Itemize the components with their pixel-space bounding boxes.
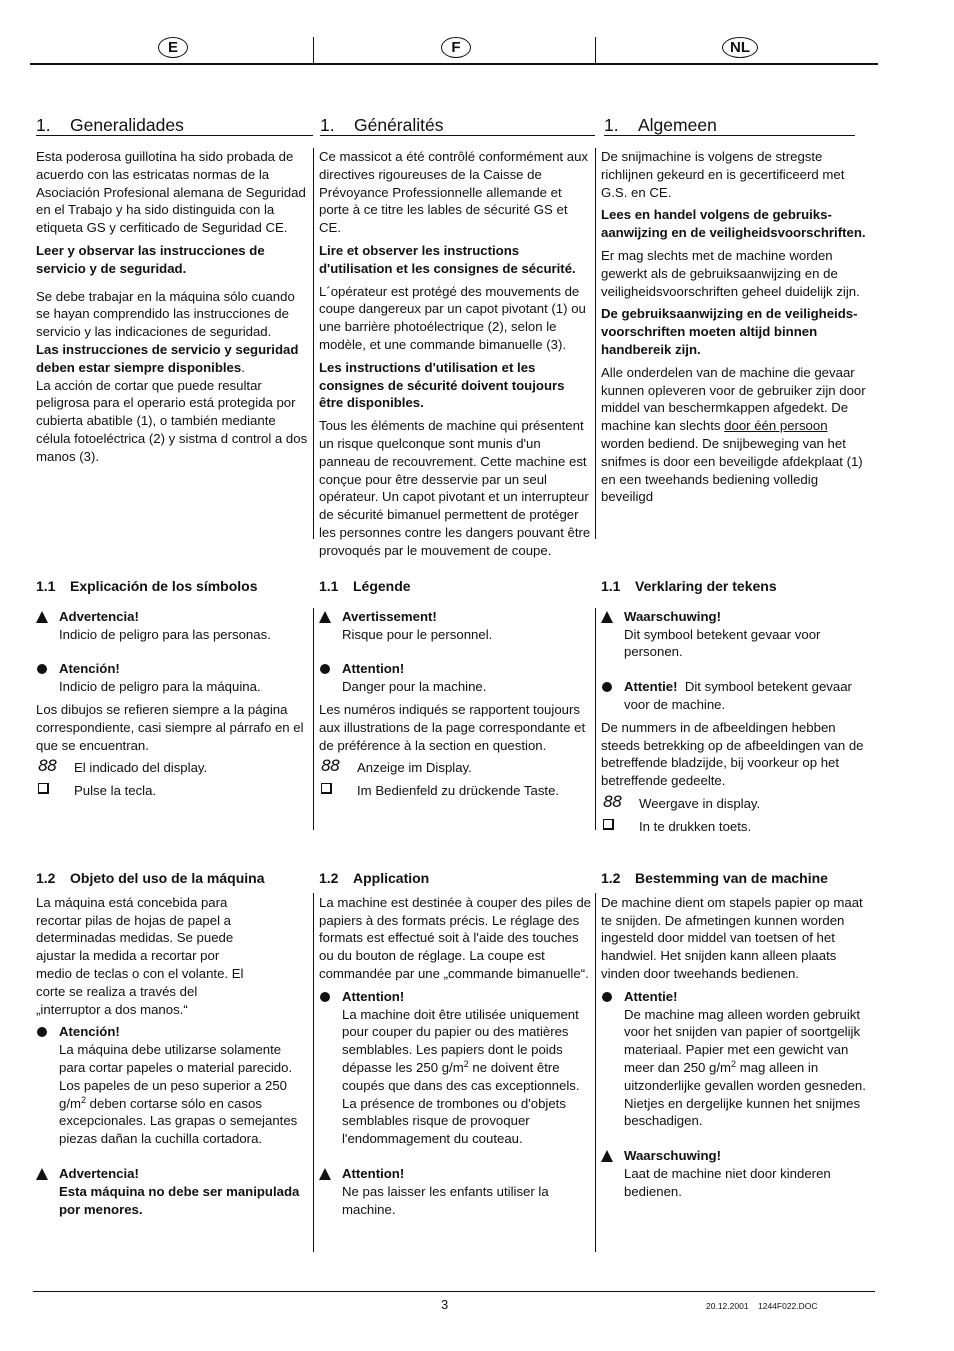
paragraph-bold: De gebruiksaanwijzing en de veiligheids-voorschriften moeten altijd binnen handbereik zijn. <box>601 306 858 357</box>
paragraph-bold: Leer y observar las instrucciones de servicio y de seguridad. <box>36 242 265 276</box>
paragraph: Er mag slechts met de machine worden gewerkt als de gebruiksaanwijzing en de veiligheidsvoorschriften geheel duidelijk zijn. <box>601 247 860 299</box>
attention-text: De machine mag alleen worden gebruikt voor het snijden van papier of soortgelijk materiaal. Papier met een gewicht van meer dan 250 $g/m^2$ mag alleen in uitzonderlijke gevallen worden gesneden. Nietjes en dergelijke kunnen het snijmes beschadigen. <box>624 1006 866 1129</box>
display-entry: 88 El indicado del display. <box>38 756 208 776</box>
section-heading: 1.2 Application <box>319 870 430 886</box>
paragraph: La máquina está concebida para recortar pilas de hojas de papel a determinadas medidas. Se puede ajustar la medida a recortar por medio de teclas o con el volante. El corte se realiza a través del „interruptor a dos manos.“ <box>36 894 244 1017</box>
key-entry: Im Bedienfeld zu drückende Taste. <box>319 782 591 800</box>
paragraph: La acción de cortar que puede resultar peligrosa para el operario está protegida por cubierta abatible (1), o también mediante célula fotoeléctrica (2) y sistma d control a dos manos (3). <box>36 377 308 464</box>
key-icon <box>38 783 49 794</box>
warning-entry: Avertissement! <box>319 608 591 626</box>
warning-entry: Waarschuwing! <box>601 1147 873 1165</box>
footer-rule <box>33 1291 875 1292</box>
header-divider-1 <box>313 37 314 64</box>
warning-entry: Attention! <box>319 1165 591 1183</box>
heading-nl-algemeen: 1. Algemeen <box>604 115 855 136</box>
section-heading: 1.1 Explicación de los símbolos <box>36 578 258 594</box>
lang-badge-nl: NL <box>722 37 758 58</box>
es-use-section <box>36 870 308 1223</box>
warning-triangle-icon <box>601 611 613 623</box>
paragraph: L´opérateur est protégé des mouvements de coupe dangereux par un capot pivotant (1) ou une barrière photoélectrique (2), selon le modèle, et une commande bimanuelle (3). <box>319 283 586 352</box>
column-divider-2a <box>595 148 596 539</box>
section-heading: 1.2 Bestemming van de machine <box>601 870 828 886</box>
attention-entry: Attentie! Dit symbool betekent gevaar <box>601 678 873 696</box>
paragraph: Se debe trabajar en la máquina sólo cuando se hayan comprendido las instrucciones de servicio y las indicaciones de seguridad. <box>36 288 295 340</box>
warning-triangle-icon <box>36 611 48 623</box>
attention-text: La máquina debe utilizarse solamente para cortar papeles o material parecido. Los papeles de un peso superior a 250 $g/m^2$ deben cortarse sólo en casos excepcionales. Las grapas o semejantes piezas dañan la cuchilla cortadora. <box>59 1042 298 1147</box>
attention-text: La machine doit être utilisée uniquement pour couper du papier ou des matières semblables. Les papiers dont le poids dépasse les 250 $g/m^2$ ne doivent être coupés que dans des cas exceptionnels. La présence de trombones ou d'objets semblables risque de provoquer l'endommagement du couteau. <box>342 1006 580 1147</box>
section-heading: 1.1 Verklaring der tekens <box>601 578 777 594</box>
paragraph: Les numéros indiqués se rapportent toujours aux illustrations de la page correspondante et de préférence à la section en question. <box>319 701 586 753</box>
attention-text: voor de machine. <box>624 696 726 712</box>
header-rule <box>30 63 878 65</box>
attention-dot-icon <box>37 664 47 674</box>
attention-text: Indicio de peligro para la máquina. <box>59 679 261 695</box>
section-heading: 1.2 Objeto del uso de la máquina <box>36 870 265 886</box>
attention-dot-icon <box>602 992 612 1002</box>
paragraph: De snijmachine is volgens de stregste richlijnen gekeurd en is gecertificeerd met G.S. en CE. <box>601 149 845 200</box>
warning-entry: Advertencia! <box>36 608 308 626</box>
warning-triangle-icon <box>319 1168 331 1180</box>
paragraph-bold: Lees en handel volgens de gebruiks-aanwijzing en de veiligheidsvoorschriften. <box>601 207 866 241</box>
nl-symbols-section <box>601 578 873 836</box>
fr-generalites-body <box>319 148 591 565</box>
attention-text: Danger pour la machine. <box>342 679 487 695</box>
paragraph: Tous les éléments de machine qui présentent un risque quelconque sont munis d'un panneau de recouvrement. Cette machine est conçue pour être desservie par un seul opérateur. Un capot pivotant et un interrupteur de sécurité bimanuel permettent de protéger les personnes contre les dangers pouvant être provoqués par le mouvement de coupe. <box>319 418 591 558</box>
column-divider-1a <box>313 148 314 539</box>
attention-entry: Attentie! <box>601 988 873 1006</box>
attention-dot-icon <box>37 1027 47 1037</box>
paragraph-bold: Las instrucciones de servicio y seguridad deben estar siempre disponibles. <box>36 341 299 375</box>
paragraph: La machine est destinée à couper des piles de papiers à des formats précis. Le réglage des formats est effectué soit à l'aide des touches ou du bouton de réglage. La coupe est commandée par une „commande bimanuelle“. <box>319 894 591 981</box>
paragraph: Los dibujos se refieren siempre a la página correspondiente, casi siempre al párrafo en el que se encuentran. <box>36 701 304 753</box>
paragraph: De nummers in de afbeeldingen hebben steeds betrekking op de afbeeldingen van de betreffende bladzijde, bij voorkeur op het betreffende gedeelte. <box>601 719 864 789</box>
attention-entry: Attention! <box>319 660 591 678</box>
paragraph: Alle onderdelen van de machine die gevaar kunnen opleveren voor de gebruiker zijn door middel van beschermkappen afgedekt. De machine kan slechts door één persoon worden bediend. De snijbeweging van het snifmes is door een beveiligde afdekplaat (1) en een tweehands bediening volledig beveiligd <box>601 364 866 505</box>
warning-entry: Advertencia! <box>36 1165 308 1183</box>
attention-entry: Atención! <box>36 660 308 678</box>
column-divider-2b <box>595 608 596 830</box>
warning-text: Esta máquina no debe ser manipulada por menores. <box>59 1183 300 1217</box>
warning-text: Laat de machine niet door kinderen bedienen. <box>624 1165 831 1199</box>
paragraph-bold: Lire et observer les instructions d'utilisation et les consignes de sécurité. <box>319 242 576 276</box>
display-icon: 88 <box>321 756 340 776</box>
column-divider-1c <box>313 893 314 1252</box>
attention-entry: Atención! <box>36 1023 308 1041</box>
section-heading: 1.1 Légende <box>319 578 411 594</box>
display-icon: 88 <box>603 791 622 811</box>
warning-text: Indicio de peligro para las personas. <box>59 626 271 642</box>
warning-triangle-icon <box>319 611 331 623</box>
display-entry: 88 Anzeige im Display. <box>321 756 472 776</box>
key-icon <box>321 783 332 794</box>
lang-badge-e: E <box>158 37 188 58</box>
page-number: 3 <box>441 1297 449 1312</box>
nl-algemeen-body <box>601 148 873 511</box>
heading-es-generalidades: 1. Generalidades <box>36 115 313 136</box>
fr-use-section <box>319 870 591 1223</box>
key-entry: Pulse la tecla. <box>36 782 308 800</box>
header-divider-2 <box>595 37 596 64</box>
paragraph: De machine dient om stapels papier op maat te snijden. De afmetingen kunnen worden ingesteld door middel van toetsen of het handwiel. Het snijden kann alleen plaats vinden door tweehands bedienen. <box>601 894 863 981</box>
heading-fr-generalites: 1. Généralités <box>320 115 595 136</box>
key-entry: In te drukken toets. <box>601 818 873 836</box>
paragraph-bold: Les instructions d'utilisation et les consignes de sécurité doivent toujours être disponibles. <box>319 359 565 411</box>
document-reference: 20.12.2001 1244F022.DOC <box>706 1301 818 1311</box>
attention-dot-icon <box>320 992 330 1002</box>
warning-text: Ne pas laisser les enfants utiliser la machine. <box>342 1183 549 1217</box>
es-symbols-section <box>36 578 308 800</box>
warning-triangle-icon <box>36 1168 48 1180</box>
column-divider-1b <box>313 608 314 830</box>
warning-text: Dit symbool betekent gevaar voor personen. <box>624 626 821 660</box>
display-entry: 88 Weergave in display. <box>603 791 761 811</box>
fr-symbols-section <box>319 578 591 800</box>
attention-dot-icon <box>320 664 330 674</box>
nl-use-section <box>601 870 873 1206</box>
display-icon: 88 <box>38 756 57 776</box>
warning-triangle-icon <box>601 1150 613 1162</box>
column-divider-2c <box>595 893 596 1252</box>
warning-entry: Waarschuwing! <box>601 608 873 626</box>
paragraph: Esta poderosa guillotina ha sido probada de acuerdo con las estricatas normas de la Asociación Profesional alemana de Seguridad en el Trabajo y ha sido distinguida con la etiqueta GS y cerfiticado de Seguridad CE. <box>36 149 306 236</box>
attention-entry: Attention! <box>319 988 591 1006</box>
lang-badge-f: F <box>441 37 471 58</box>
es-generalidades-body <box>36 148 308 471</box>
warning-text: Risque pour le personnel. <box>342 626 493 642</box>
attention-dot-icon <box>602 682 612 692</box>
paragraph: Ce massicot a été contrôlé conformément aux directives rigoureuses de la Caisse de Prévoyance Professionnelle allemande et porte à ce titre les lables de sécurité GS et CE. <box>319 149 589 236</box>
key-icon <box>603 819 614 830</box>
